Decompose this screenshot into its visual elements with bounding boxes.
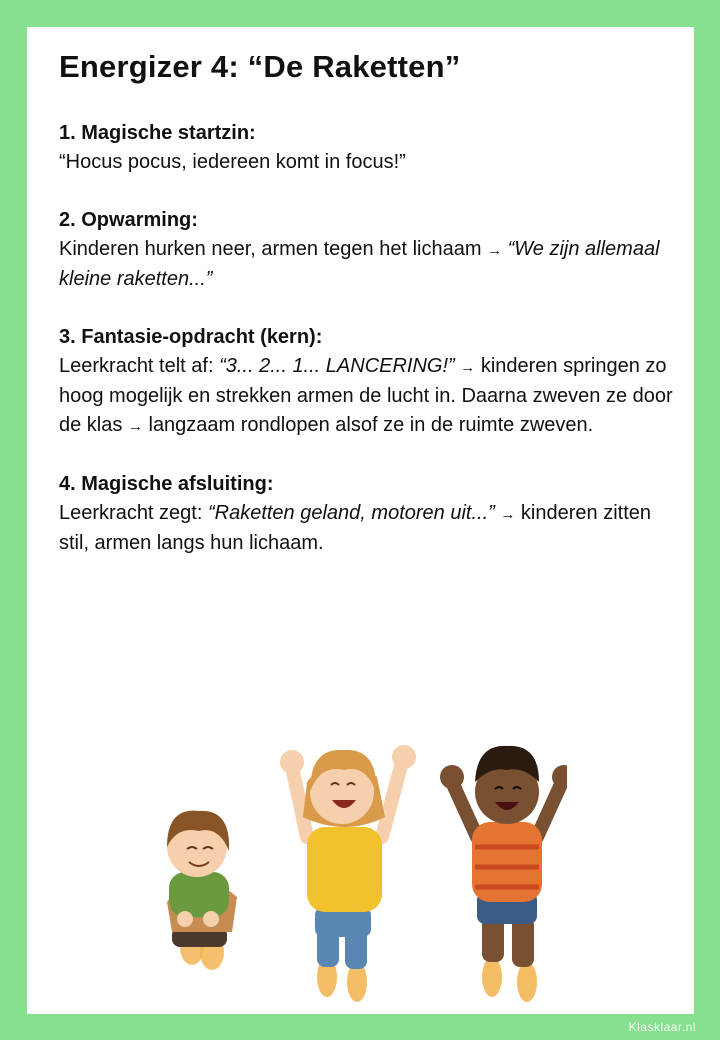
section-text: kinderen springen zo hoog mogelijk en strekken armen de lucht in. Daarna zweven ze door de klas [59, 355, 673, 436]
arrow-icon: → [127, 418, 143, 435]
page-title: Energizer 4: “De Raketten” [59, 49, 461, 84]
section-heading: 1. Magische startzin: [59, 122, 256, 144]
section-text: langzaam rondlopen alsof ze in de ruimte zweven. [142, 414, 594, 436]
jumping-child-girl [280, 745, 416, 1002]
quote-text: “We zijn allemaal kleine raketten...” [59, 238, 660, 290]
quote-text: “3... 2... 1... LANCERING!” [219, 355, 455, 377]
section-text: Kinderen hurken neer, armen tegen het lichaam [59, 238, 482, 260]
section-heading: 2. Opwarming: [59, 209, 198, 231]
section-text: “Hocus pocus, iedereen komt in focus!” [59, 151, 406, 173]
instructions [59, 119, 679, 587]
jumping-child-boy [440, 746, 567, 1002]
section-text: Leerkracht zegt: [59, 502, 208, 524]
quote-text: “Raketten geland, motoren uit...” [207, 502, 495, 524]
arrow-icon: → [460, 359, 476, 376]
section-warmup [59, 206, 679, 294]
footer-brand: Klasklaar.nl [628, 1020, 696, 1034]
section-heading: 4. Magische afsluiting: [59, 473, 274, 495]
arrow-icon: → [500, 506, 516, 523]
section-heading: 3. Fantasie-opdracht (kern): [59, 326, 323, 348]
energizer-card [27, 27, 694, 1014]
section-text: Leerkracht telt af: [59, 355, 220, 377]
section-fantasy-task [59, 323, 679, 441]
section-closing [59, 470, 679, 558]
section-text: kinderen zitten stil, armen langs hun lichaam. [59, 502, 651, 554]
children-rockets-illustration [127, 697, 567, 1007]
crouching-child [167, 811, 237, 970]
section-start-phrase [59, 119, 679, 177]
arrow-icon: → [487, 242, 503, 259]
